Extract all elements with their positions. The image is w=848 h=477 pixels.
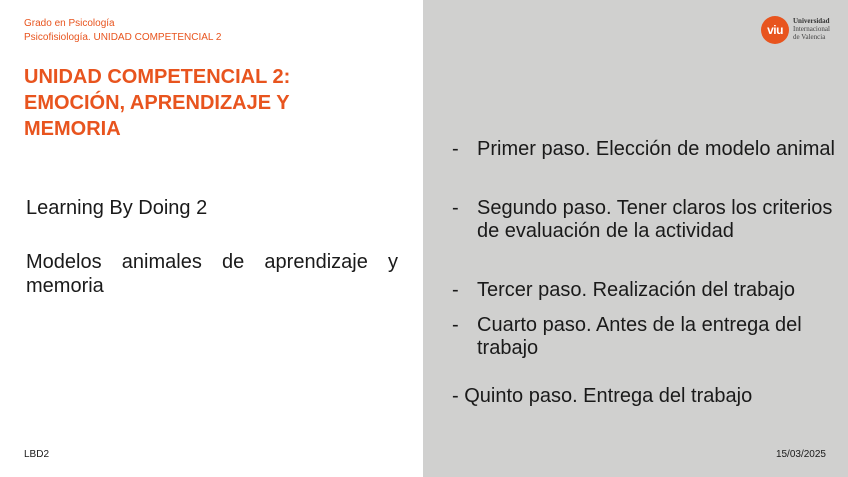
degree-label: Grado en Psicología bbox=[24, 18, 115, 29]
course-label: Psicofisiología. UNIDAD COMPETENCIAL 2 bbox=[24, 32, 222, 43]
title-line-1: UNIDAD COMPETENCIAL 2: bbox=[24, 66, 291, 88]
list-dash: - bbox=[452, 279, 459, 301]
final-step: - Quinto paso. Entrega del trabajo bbox=[452, 385, 753, 407]
title-line-2: EMOCIÓN, APRENDIZAJE Y bbox=[24, 92, 290, 114]
viu-logo-text bbox=[793, 17, 830, 41]
viu-logo bbox=[761, 16, 836, 44]
step-text: Segundo paso. Tener claros los criterios de evaluación de la actividad bbox=[477, 197, 833, 242]
list-item bbox=[452, 138, 837, 161]
logo-line-2: Internacional bbox=[793, 25, 830, 33]
step-text: Primer paso. Elección de modelo animal bbox=[477, 138, 835, 160]
step-text: Tercer paso. Realización del trabajo bbox=[477, 279, 795, 301]
logo-line-3: de Valencia bbox=[793, 33, 826, 41]
list-dash: - bbox=[452, 138, 459, 160]
title-line-3: MEMORIA bbox=[24, 118, 121, 140]
footer-date: 15/03/2025 bbox=[775, 449, 826, 460]
logo-line-1: Universidad bbox=[793, 17, 830, 25]
list-item bbox=[452, 279, 837, 302]
step-text: Cuarto paso. Antes de la entrega del trabajo bbox=[477, 314, 802, 359]
footer-code: LBD2 bbox=[24, 449, 50, 460]
list-item bbox=[452, 314, 837, 360]
viu-logo-mark: viu bbox=[761, 16, 789, 44]
slide-title bbox=[24, 64, 404, 142]
activity-topic: Modelos animales de aprendizaje y memoria bbox=[26, 251, 398, 297]
list-dash: - bbox=[452, 314, 459, 336]
list-item bbox=[452, 197, 837, 243]
list-dash: - bbox=[452, 197, 459, 219]
activity-title: Learning By Doing 2 bbox=[26, 197, 208, 219]
